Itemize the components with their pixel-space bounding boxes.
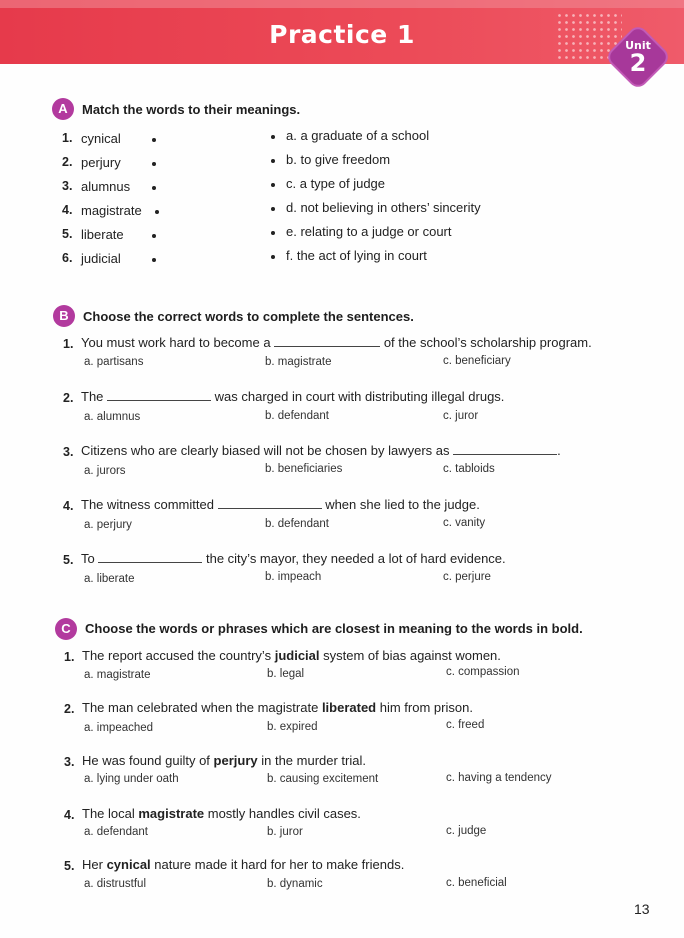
word-number: 4. (62, 203, 73, 217)
meaning-item: d. not believing in others’ sincerity (286, 200, 481, 215)
bold-target-word: perjury (213, 753, 258, 768)
question-number: 5. (64, 859, 75, 873)
question-sentence (81, 335, 592, 350)
sentence-start: The report accused the country’s (82, 648, 272, 663)
match-dot-left[interactable] (155, 210, 159, 214)
question-number: 1. (63, 337, 74, 351)
match-dot-right[interactable] (271, 183, 275, 187)
meaning-item: e. relating to a judge or court (286, 224, 452, 239)
question-number: 1. (64, 650, 75, 664)
bold-target-word: liberated (321, 700, 377, 715)
option-a[interactable]: a. partisans (84, 356, 144, 368)
bold-target-word: magistrate (138, 806, 205, 821)
meaning-item: c. a type of judge (286, 176, 386, 191)
question-sentence (82, 806, 361, 821)
question-sentence (81, 497, 480, 512)
question-number: 4. (63, 499, 74, 513)
option-a[interactable]: a. perjury (84, 519, 132, 531)
bold-target-word: cynical (106, 857, 151, 872)
question-number: 3. (64, 755, 75, 769)
option-c[interactable]: c. compassion (446, 666, 520, 678)
option-b[interactable]: b. dynamic (267, 878, 323, 890)
match-dot-left[interactable] (152, 258, 156, 262)
option-c[interactable]: c. tabloids (443, 463, 495, 475)
section-c-badge: C (55, 618, 77, 640)
word-item: alumnus (81, 179, 131, 194)
sentence-start: To (81, 551, 95, 566)
match-dot-right[interactable] (271, 231, 275, 235)
bold-target-word: judicial (274, 648, 320, 663)
match-dot-right[interactable] (271, 159, 275, 163)
sentence-end: . (557, 443, 561, 458)
option-c[interactable]: c. having a tendency (446, 772, 552, 784)
page-number: 13 (634, 901, 650, 917)
match-dot-right[interactable] (271, 135, 275, 139)
option-c[interactable]: c. vanity (443, 517, 486, 529)
sentence-start: Citizens who are clearly biased will not be chosen by lawyers as (81, 443, 450, 458)
section-c-instruction: Choose the words or phrases which are closest in meaning to the words in bold. (85, 621, 583, 636)
question-number: 2. (63, 391, 74, 405)
question-number: 4. (64, 808, 75, 822)
sentence-start: You must work hard to become a (81, 335, 271, 350)
answer-blank[interactable] (107, 400, 211, 401)
match-dot-left[interactable] (152, 162, 156, 166)
option-b[interactable]: b. defendant (265, 518, 329, 530)
answer-blank[interactable] (218, 508, 322, 509)
question-sentence (82, 857, 404, 872)
meaning-item: f. the act of lying in court (286, 248, 427, 263)
sentence-end: when she lied to the judge. (325, 497, 480, 512)
option-a[interactable]: a. liberate (84, 573, 135, 585)
option-b[interactable]: b. beneficiaries (265, 463, 343, 475)
question-number: 5. (63, 553, 74, 567)
word-number: 3. (62, 179, 73, 193)
meaning-item: b. to give freedom (286, 152, 391, 167)
section-b-instruction: Choose the correct words to complete the sentences. (83, 309, 414, 324)
option-b[interactable]: b. magistrate (265, 356, 332, 368)
answer-blank[interactable] (453, 454, 557, 455)
option-c[interactable]: c. beneficiary (443, 355, 511, 367)
sentence-start: He was found guilty of (82, 753, 210, 768)
unit-badge (607, 26, 669, 88)
meaning-item: a. a graduate of a school (286, 128, 430, 143)
match-dot-right[interactable] (271, 255, 275, 259)
sentence-end: was charged in court with distributing illegal drugs. (214, 389, 505, 404)
option-c[interactable]: c. judge (446, 825, 487, 837)
option-c[interactable]: c. beneficial (446, 877, 507, 889)
sentence-start: The local (82, 806, 135, 821)
option-b[interactable]: b. expired (267, 721, 318, 733)
sentence-start: Her (82, 857, 103, 872)
match-dot-left[interactable] (152, 186, 156, 190)
sentence-end: system of bias against women. (323, 648, 501, 663)
option-a[interactable]: a. impeached (84, 722, 154, 734)
option-a[interactable]: a. lying under oath (84, 773, 179, 785)
question-sentence (81, 389, 504, 404)
question-sentence (81, 551, 506, 566)
option-a[interactable]: a. jurors (84, 465, 126, 477)
question-sentence (82, 648, 501, 663)
word-item: magistrate (81, 203, 142, 218)
match-dot-left[interactable] (152, 234, 156, 238)
question-sentence (82, 753, 366, 768)
question-sentence (82, 700, 473, 715)
match-dot-left[interactable] (152, 138, 156, 142)
option-b[interactable]: b. legal (267, 668, 305, 680)
answer-blank[interactable] (274, 346, 380, 347)
option-c[interactable]: c. perjure (443, 571, 491, 583)
option-a[interactable]: a. alumnus (84, 411, 141, 423)
option-c[interactable]: c. freed (446, 719, 485, 731)
option-b[interactable]: b. defendant (265, 410, 329, 422)
option-a[interactable]: a. distrustful (84, 878, 146, 890)
word-item: perjury (81, 155, 121, 170)
section-b-badge: B (53, 305, 75, 327)
sentence-start: The witness committed (81, 497, 214, 512)
answer-blank[interactable] (98, 562, 202, 563)
word-item: cynical (81, 131, 121, 146)
option-c[interactable]: c. juror (443, 410, 479, 422)
word-number: 6. (62, 251, 73, 265)
sentence-end: in the murder trial. (261, 753, 366, 768)
question-sentence (81, 443, 561, 458)
banner-highlight (0, 0, 684, 8)
word-item: liberate (81, 227, 124, 242)
question-number: 3. (63, 445, 74, 459)
match-dot-right[interactable] (271, 207, 275, 211)
sentence-start: The (81, 389, 104, 404)
word-number: 2. (62, 155, 73, 169)
option-b[interactable]: b. impeach (265, 571, 322, 583)
word-number: 5. (62, 227, 73, 241)
unit-label: Unit (625, 39, 651, 52)
unit-number: 2 (629, 49, 647, 77)
question-number: 2. (64, 702, 75, 716)
option-b[interactable]: b. causing excitement (267, 773, 379, 785)
word-number: 1. (62, 131, 73, 145)
sentence-start: The man celebrated when the magistrate (82, 700, 319, 715)
word-item: judicial (81, 251, 121, 266)
sentence-end: of the school’s scholarship program. (383, 335, 592, 350)
sentence-end: the city’s mayor, they needed a lot of hard evidence. (205, 551, 506, 566)
sentence-end: him from prison. (379, 700, 473, 715)
option-b[interactable]: b. juror (267, 826, 303, 838)
sentence-end: mostly handles civil cases. (207, 806, 361, 821)
page-title: Practice 1 (269, 20, 415, 49)
sentence-end: nature made it hard for her to make friends. (154, 857, 405, 872)
section-a-badge: A (52, 98, 74, 120)
option-a[interactable]: a. magistrate (84, 669, 151, 681)
option-a[interactable]: a. defendant (84, 826, 148, 838)
section-a-instruction: Match the words to their meanings. (82, 102, 301, 117)
